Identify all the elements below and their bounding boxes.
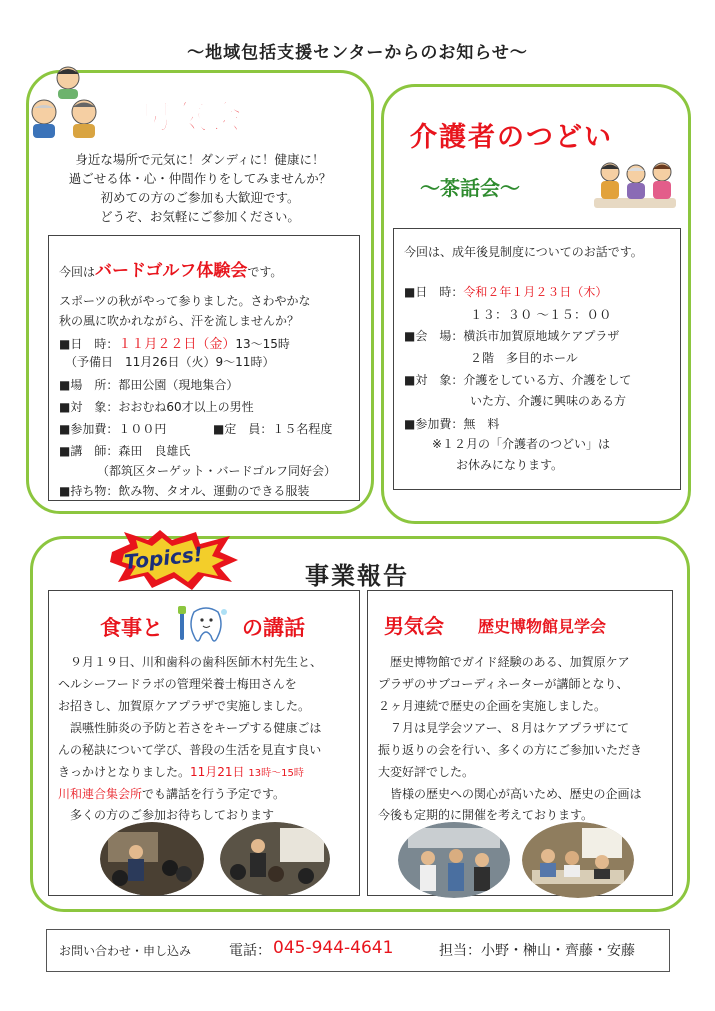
place-line: ■場 所：都田公園（現地集合） (59, 378, 239, 392)
meal-title-a: 食事と (100, 616, 163, 640)
meal-line-6 (58, 763, 304, 780)
caregiver-target2: いた方、介護に興味のある方 (470, 394, 627, 408)
dankikai-title: 男気会 (140, 98, 246, 136)
intro-line: 初めての方のご参加も大歓迎です。 (100, 190, 300, 205)
dankikai-intro (30, 150, 370, 226)
museum-line: 歴史博物館でガイド経験のある、加賀原ケア (390, 655, 630, 669)
desc-line: スポーツの秋がやって参りました。さわやかな (59, 294, 311, 308)
intro-line: 身近な場所で元気に！ダンディに！健康に！ (75, 152, 325, 167)
museum-line: 今後も定期的に開催を考えております。 (378, 808, 594, 822)
next-date: 11月21日 (190, 765, 245, 779)
lecturer-line: ■講 師：森田 良雄氏 (59, 444, 191, 458)
caregiver-subtitle: ～茶話会～ (420, 176, 520, 200)
intro-line: 過ごせる体・心・仲間作りをしてみませんか？ (68, 171, 332, 186)
museum-title-a: 男気会 (384, 614, 444, 638)
next-venue: 川和連合集会所 (58, 787, 143, 801)
museum-line: ２ヶ月連続で歴史の企画を実施しました。 (378, 699, 607, 713)
topics-label: Topics! (122, 541, 204, 575)
desc-line: 秋の風に吹かれながら、汗を流しませんか？ (59, 314, 300, 328)
date-label: ■日 時： (59, 337, 119, 351)
lead-event: バードゴルフ体験会 (95, 261, 248, 281)
phone-label: 電話： (229, 943, 271, 959)
meal-line: 多くの方のご参加お待ちしております (70, 808, 275, 822)
next-time: 13時～15時 (248, 768, 304, 779)
meal-line: 誤嚥性肺炎の予防と若さをキープする健康ごは (70, 721, 322, 735)
date-line (59, 333, 290, 352)
lead-prefix: 今回は (59, 265, 96, 279)
phone-number[interactable]: 045-944-4641 (273, 938, 394, 958)
caregiver-place2: ２階 多目的ホール (470, 351, 578, 365)
museum-line: プラザのサブコーディネーターが講師となり、 (378, 677, 629, 691)
items-line: ■持ち物：飲み物、タオル、運動のできる服装 (59, 484, 310, 498)
page-header: ～地域包括支援センターからのお知らせ～ (187, 43, 528, 63)
spare-date: （予備日 11月26日（火）9～11時） (65, 355, 275, 369)
intro-line: どうぞ、お気軽にご参加ください。 (100, 209, 300, 224)
fee-line: ■参加費：１００円 (59, 422, 167, 436)
meal-title-b: の講話 (242, 616, 305, 640)
lead-suffix: です。 (247, 265, 283, 279)
caregiver-title: 介護者のつどい (410, 122, 613, 153)
meal-line: んの秘訣について学び、普段の生活を見直す良い (58, 743, 322, 757)
meal-line-7 (58, 785, 285, 802)
date-time: 13～15時 (235, 337, 290, 351)
text: でも講話を行う予定です。 (142, 787, 286, 801)
caregivers-illustration (592, 156, 678, 220)
caregiver-date-line (404, 283, 607, 300)
meal-line: ９月１９日、川和歯科の歯科医師木村先生と、 (70, 655, 323, 669)
capacity-line: ■定 員：１５名程度 (213, 422, 333, 436)
dankikai-details-box (48, 235, 360, 501)
meal-line: ヘルシーフードラボの管理栄養士梅田さんを (58, 677, 297, 691)
lead-line (59, 256, 282, 281)
date-value: １１月２２日（金） (118, 337, 236, 352)
date-label: ■日 時： (404, 285, 464, 299)
caregiver-note2: お休みになります。 (456, 458, 564, 472)
tooth-icon (178, 604, 236, 648)
text: きっかけとなりました。 (58, 765, 191, 779)
elderly-men-illustration (28, 62, 108, 140)
caregiver-target1: ■対 象：介護をしている方、介護をして (404, 373, 632, 387)
caregiver-details-box (393, 228, 681, 490)
caregiver-lead: 今回は、成年後見制度についてのお話です。 (404, 245, 643, 259)
staff-names: 担当：小野・榊山・齊藤・安藤 (439, 943, 635, 959)
caregiver-place1: ■会 場：横浜市加賀原地域ケアプラザ (404, 329, 620, 343)
museum-tour-photo (398, 822, 510, 898)
museum-line: 皆様の歴史への関心が高いため、歴史の企画は (390, 787, 642, 801)
caregiver-note1: ※１２月の「介護者のつどい」は (432, 437, 611, 451)
museum-title-b: 歴史博物館見学会 (478, 617, 607, 636)
museum-meeting-photo (522, 822, 634, 898)
meal-audience-photo (220, 822, 330, 896)
lecturer-org: （都筑区ターゲット・バードゴルフ同好会） (97, 464, 337, 478)
contact-footer (46, 929, 670, 972)
date-value: 令和２年１月２３日（木） (463, 285, 608, 299)
target-line: ■対 象：おおむね60才以上の男性 (59, 400, 254, 414)
museum-line: ７月は見学会ツアー、８月はケアプラザにて (390, 721, 630, 735)
contact-label: お問い合わせ・申し込み (59, 944, 192, 958)
museum-line: 大変好評でした。 (378, 765, 475, 779)
meal-lecture-photo (100, 822, 204, 896)
meal-line: お招きし、加賀原ケアプラザで実施しました。 (58, 699, 311, 713)
museum-line: 振り返りの会を行い、多くの方にご参加いただき (378, 743, 643, 757)
caregiver-fee: ■参加費：無 料 (404, 417, 500, 431)
caregiver-time: １３：３０ ～１５：００ (470, 307, 612, 322)
report-title: 事業報告 (305, 562, 409, 590)
